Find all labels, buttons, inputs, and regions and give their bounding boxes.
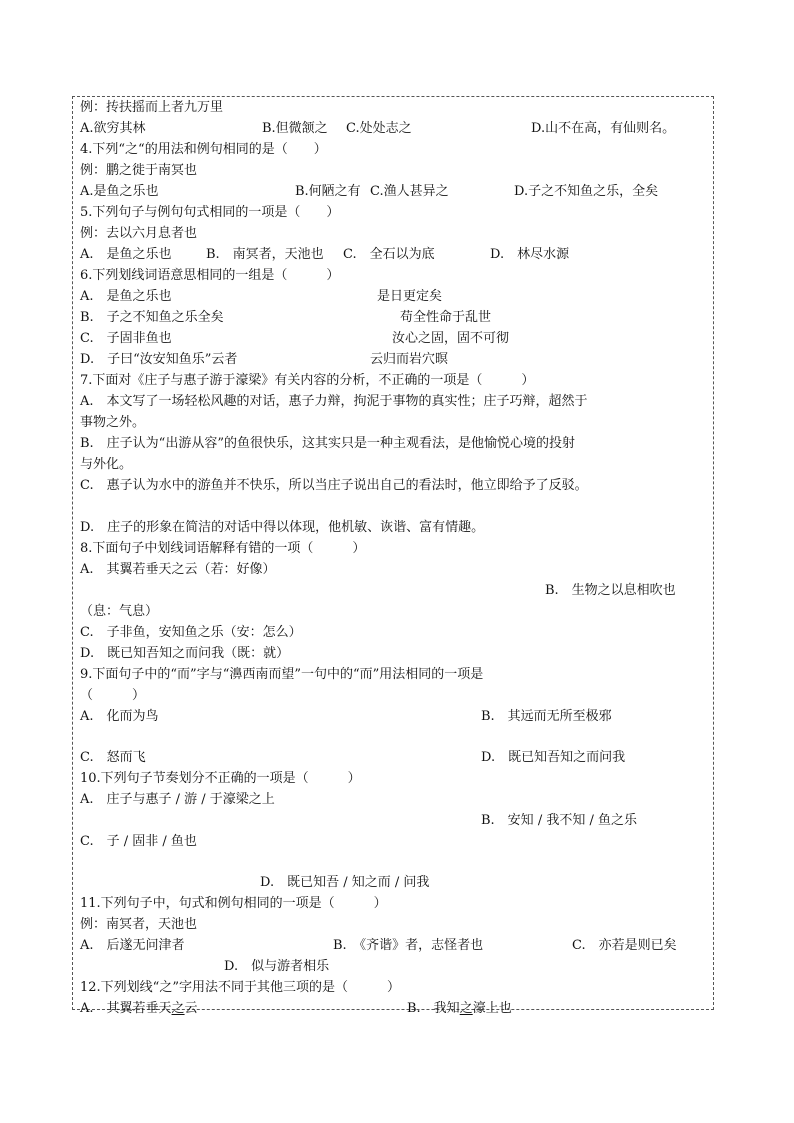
q9-option-c: C. 怒而飞 (80, 750, 146, 765)
q5-example: 例：去以六月息者也 (80, 226, 198, 241)
q4-example: 例：鹏之徙于南冥也 (80, 163, 198, 178)
q7-option-b-line1: B. 庄子认为“出游从容”的鱼很快乐，这其实只是一种主观看法，是他愉悦心境的投射 (80, 436, 575, 451)
q9-option-b: B. 其远而无所至极邪 (481, 709, 612, 724)
q6-d-left: D. 子曰“汝安知鱼乐”云者 (80, 352, 238, 367)
q12-option-b-text: B. 我知 (407, 1001, 460, 1016)
q6-d-right: 云归而岩穴暝 (370, 352, 449, 367)
q12-option-b (407, 1001, 512, 1017)
q4-option-a: A.是鱼之乐也 (80, 184, 159, 199)
q12-option-b-underlined: 之 (459, 1001, 473, 1016)
q7-stem: 7.下面对《庄子与惠子游于濠梁》有关内容的分析，不正确的一项是（ ） (80, 373, 535, 388)
q11-example: 例：南冥者，天池也 (80, 917, 198, 932)
q10-stem: 10.下列句子节奏划分不正确的一项是（ ） (80, 771, 361, 786)
q12-option-a-text: A. 其翼若垂天 (80, 1001, 172, 1016)
q6-stem: 6.下列划线词语意思相同的一组是（ ） (80, 268, 340, 283)
q12-option-a-tail: 云 (184, 1001, 198, 1016)
q8-option-c: C. 子非鱼，安知鱼之乐（安：怎么） (80, 625, 302, 640)
q11-option-a: A. 后遂无问津者 (80, 938, 185, 953)
q12-option-b-tail: 濠上也 (472, 1001, 512, 1016)
q6-c-left: C. 子固非鱼也 (80, 331, 172, 346)
q7-option-a-line2: 事物之外。 (80, 415, 146, 430)
q3-option-b: B.但微颔之 (262, 121, 328, 136)
q10-option-d: D. 既已知吾 / 知之而 / 问我 (260, 875, 430, 890)
q9-answer-blank: （ ） (80, 688, 146, 703)
q5-option-c: C. 全石以为底 (343, 247, 435, 262)
q5-option-d: D. 林尽水源 (490, 247, 570, 262)
q5-stem: 5.下列句子与例句句式相同的一项是（ ） (80, 205, 340, 220)
q8-option-a: A. 其翼若垂天之云（若：好像） (80, 562, 276, 577)
q6-a-right: 是日更定矣 (377, 289, 443, 304)
q10-option-a: A. 庄子与惠子 / 游 / 于濠梁之上 (80, 792, 275, 807)
q9-option-d: D. 既已知吾知之而问我 (481, 750, 626, 765)
q9-option-a: A. 化而为鸟 (80, 709, 159, 724)
q8-option-b-gloss: （息：气息） (80, 604, 159, 619)
q7-option-a-line1: A. 本文写了一场轻松风趣的对话，惠子力辩，拘泥于事物的真实性；庄子巧辩，超然于 (80, 394, 588, 409)
q6-c-right: 汝心之固，固不可彻 (392, 331, 510, 346)
q4-option-d: D.子之不知鱼之乐，全矣 (514, 184, 659, 199)
example-line: 例：抟扶摇而上者九万里 (80, 100, 224, 115)
q8-option-b: B. 生物之以息相吹也 (545, 583, 676, 598)
q6-b-left: B. 子之不知鱼之乐全矣 (80, 310, 224, 325)
q4-option-c: C.渔人甚异之 (370, 184, 449, 199)
q4-option-b: B.何陋之有 (295, 184, 361, 199)
q8-stem: 8.下面句子中划线词语解释有错的一项（ ） (80, 541, 366, 556)
q12-stem: 12.下列划线“之”字用法不同于其他三项的是（ ） (80, 980, 400, 995)
q6-a-left: A. 是鱼之乐也 (80, 289, 172, 304)
q12-option-a (80, 1001, 198, 1017)
q4-stem: 4.下列“之“的用法和例句相同的是（ ） (80, 142, 327, 157)
q3-option-a: A.欲穷其林 (80, 121, 146, 136)
q7-option-b-line2: 与外化。 (80, 457, 133, 472)
q11-option-c: C. 亦若是则已矣 (572, 938, 677, 953)
q6-b-right: 苟全性命于乱世 (400, 310, 492, 325)
q5-option-a: A. 是鱼之乐也 (80, 247, 172, 262)
q11-option-b: B. 《齐谐》者，志怪者也 (333, 938, 484, 953)
q8-option-d: D. 既已知吾知之而问我（既：就） (80, 646, 290, 661)
q3-option-d: D.山不在高，有仙则名。 (531, 121, 676, 136)
q12-option-a-underlined: 之 (171, 1001, 185, 1016)
q10-option-c: C. 子 / 固非 / 鱼也 (80, 834, 197, 849)
q5-option-b: B. 南冥者，天池也 (206, 247, 324, 262)
q3-option-c: C.处处志之 (346, 121, 412, 136)
q7-option-c: C. 惠子认为水中的游鱼并不快乐，所以当庄子说出自己的看法时，他立即给予了反驳。 (80, 478, 588, 493)
q11-option-d: D. 似与游者相乐 (224, 959, 330, 974)
q7-option-d: D. 庄子的形象在简洁的对话中得以体现，他机敏、诙谐、富有情趣。 (80, 520, 485, 535)
q10-option-b: B. 安知 / 我不知 / 鱼之乐 (481, 813, 637, 828)
q11-stem: 11.下列句子中，句式和例句相同的一项是（ ） (80, 896, 387, 911)
q9-stem: 9.下面句子中的“而”字与“濞西南而望”一句中的“而”用法相同的一项是 (80, 667, 484, 682)
